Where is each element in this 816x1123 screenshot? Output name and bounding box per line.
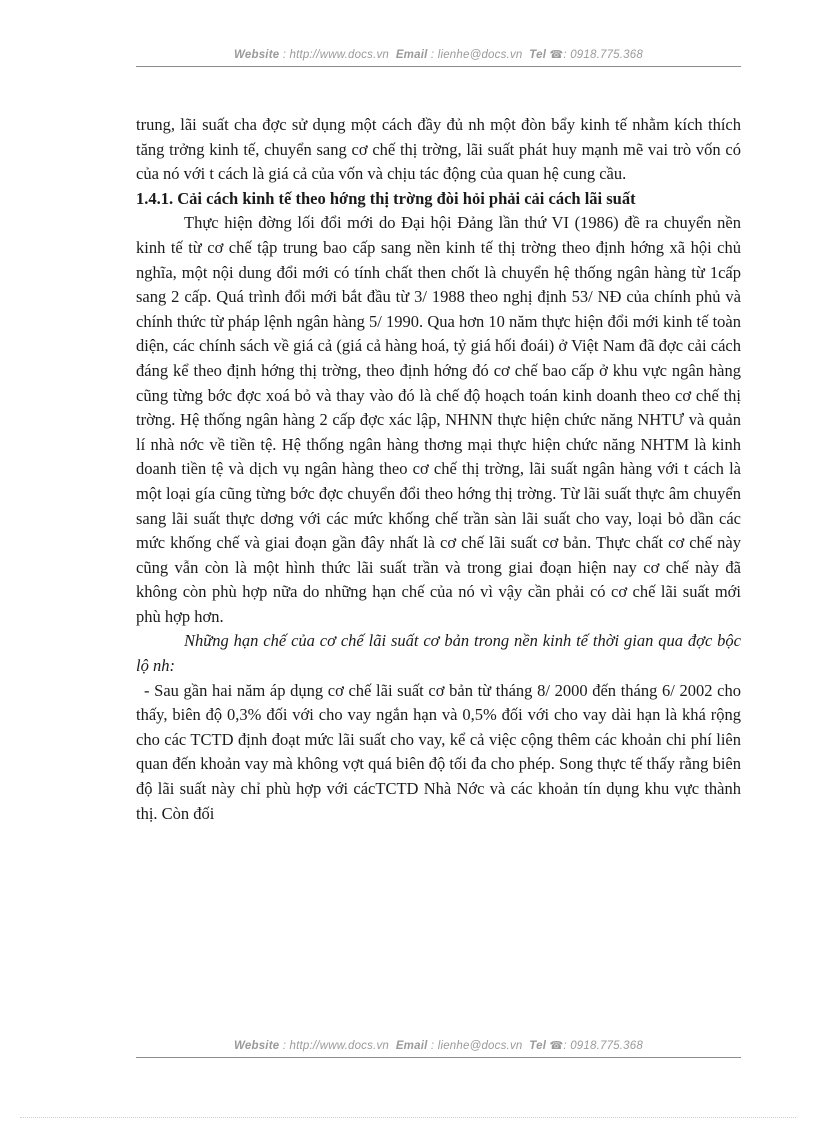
paragraph-reform: Thực hiện đờng lối đổi mới do Đại hội Đảng lần thứ VI (1986) đề ra chuyển nền kinh tế từ cơ chế tập trung bao cấp sang nền kinh tế thị trờng theo định hớng xã hội chủ nghĩa, một nội dung đổi mới có tính chất then chốt là chuyển hệ thống ngân hàng từ 1cấp sang 2 cấp. Quá trình đổi mới bắt đầu từ 3/ 1988 theo nghị định 53/ NĐ của chính phủ và chính thức từ pháp lệnh ngân hàng 5/ 1990. Qua hơn 10 năm thực hiện đổi mới kinh tế toàn diện, các chính sách về giá cả (giá cả hàng hoá, tỷ giá hối đoái) ở Việt Nam đã đợc cải cách đáng kể theo định hớng thị trờng, theo định hớng đó cơ chế bao cấp ở khu vực ngân hàng cũng từng bớc đợc xoá bỏ và thay vào đó là chế độ hoạch toán kinh doanh theo cơ chế thị trờng. Hệ thống ngân hàng 2 cấp đợc xác lập, NHNN thực hiện chức năng NHTƯ và quản lí nhà nớc về tiền tệ. Hệ thống ngân hàng thơng mại thực hiện chức năng NHTM là kinh doanh tiền tệ và dịch vụ ngân hàng theo cơ chế thị trờng, lãi suất ngân hàng với t cách là một loại gía cũng từng bớc đợc chuyển đổi theo hớng thị trờng. Từ lãi suất thực âm chuyển sang lãi suất thực dơng với các mức khống chế trần sàn lãi suất cho vay, loại bỏ dần các mức khống chế và giai đoạn gần đây nhất là cơ chế lãi suất cơ bản. Thực chất cơ chế này cũng vẫn còn là một hình thức lãi suất trần và trong giai đoạn hiện nay cơ chế này đã không còn phù hợp nữa do những hạn chế của nó vì vậy cần phải có cơ chế lãi suất mới phù hợp hơn. — [136, 213, 741, 626]
footer-email-label: Email — [395, 1040, 428, 1052]
header-email-label: Email — [395, 49, 428, 61]
paragraph-intro: trung, lãi suất cha đợc sử dụng một cách đầy đủ nh một đòn bẩy kinh tế nhằm kích thích tăng trởng kinh tế, chuyển sang cơ chế thị trờng, lãi suất phát huy mạnh mẽ vai trò vốn có của nó với t cách là giá cả của vốn và chịu tác động của quan hệ cung cầu. — [136, 115, 741, 184]
footer-tel-label: Tel — [529, 1040, 547, 1052]
header-email-value: : lienhe@docs.vn — [430, 49, 523, 61]
page-header — [136, 48, 741, 61]
section-heading: 1.4.1. Cải cách kinh tế theo hớng thị trờng đòi hỏi phải cải cách lãi suất — [136, 188, 636, 208]
header-tel-label: Tel — [529, 49, 547, 61]
header-divider — [136, 66, 741, 67]
page-footer — [136, 1039, 741, 1052]
paragraph-limitation-1: - Sau gần hai năm áp dụng cơ chế lãi suất cơ bản từ tháng 8/ 2000 đến tháng 6/ 2002 cho thấy, biên độ 0,3% đối với cho vay ngắn hạn và 0,5% đối với cho vay dài hạn là khá rộng cho các TCTD định đoạt mức lãi suất cho vay, kể cả việc cộng thêm các khoản chi phí liên quan đến khoản vay mà không vợt quá biên độ tối đa cho phép. Song thực tế thấy rằng biên độ lãi suất này chỉ phù hợp với cácTCTD Nhà Nớc và các khoản tín dụng khu vực thành thị. Còn đối — [136, 680, 741, 823]
paragraph-limitations-intro: Những hạn chế của cơ chế lãi suất cơ bản trong nền kinh tế thời gian qua đợc bộc lộ nh: — [136, 631, 741, 676]
footer-website-label: Website — [234, 1040, 280, 1052]
footer-website-url: : http://www.docs.vn — [282, 1040, 390, 1052]
phone-icon: ☎ — [549, 1040, 564, 1052]
footer-divider — [136, 1057, 741, 1058]
header-website-url: : http://www.docs.vn — [282, 49, 390, 61]
document-body — [136, 113, 741, 826]
header-tel-value: : 0918.775.368 — [563, 49, 643, 61]
header-website-label: Website — [234, 49, 280, 61]
page-bottom-border — [20, 1117, 796, 1118]
footer-tel-value: : 0918.775.368 — [563, 1040, 643, 1052]
footer-email-value: : lienhe@docs.vn — [430, 1040, 523, 1052]
phone-icon: ☎ — [549, 49, 564, 61]
